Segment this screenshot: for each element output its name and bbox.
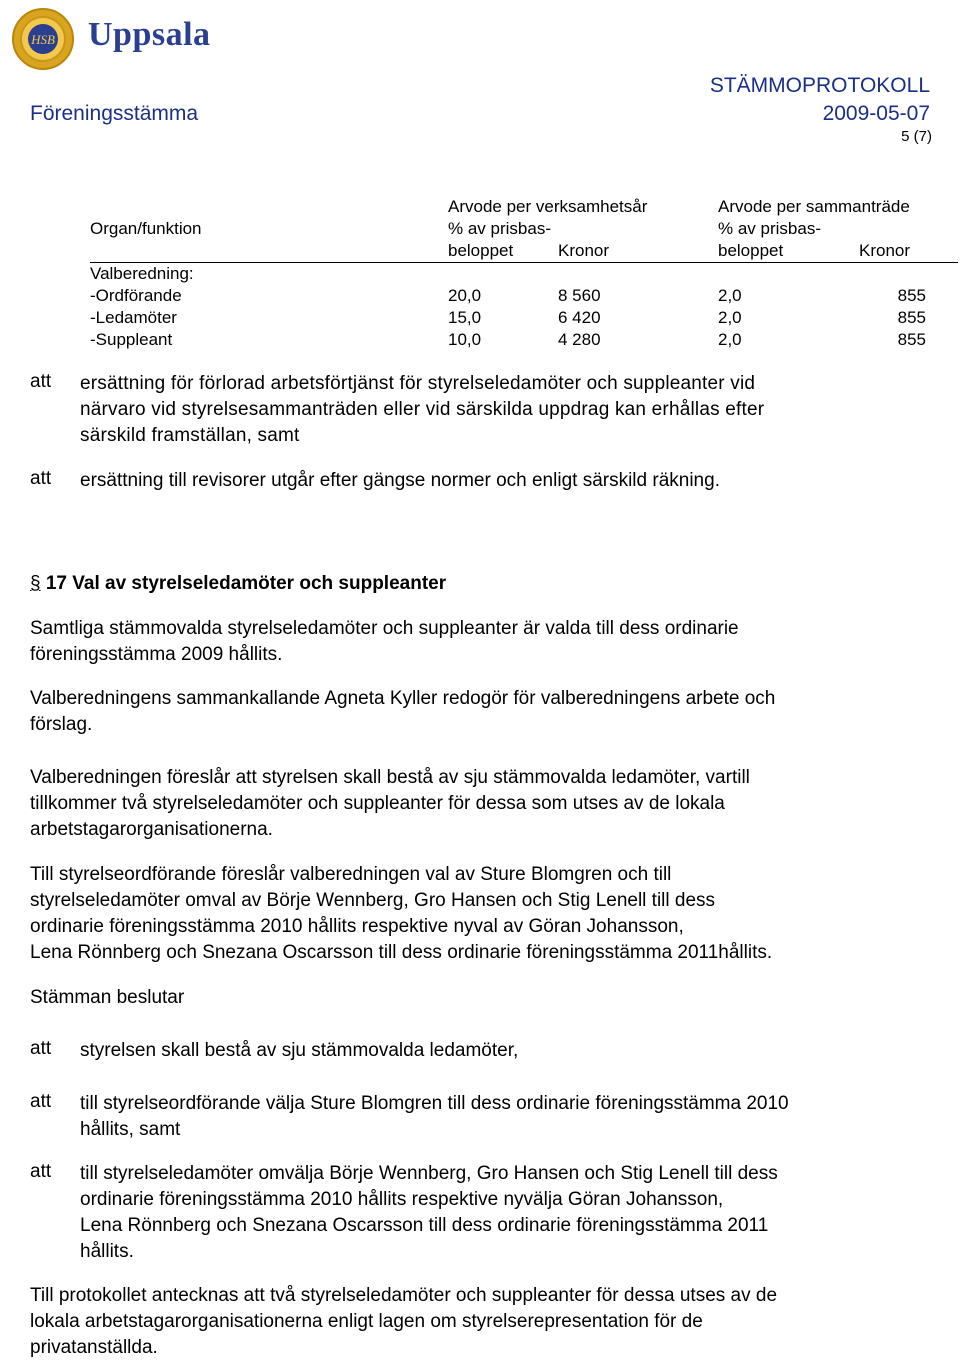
decision-2 <box>80 1091 789 1143</box>
row-kr-meet: 855 <box>897 286 926 305</box>
group1-kronor: Kronor <box>558 240 648 263</box>
text-line: styrelseledamöter omval av Börje Wennberg, Gro Hansen och Stig Lenell till dess <box>30 890 716 911</box>
paragraph-4 <box>30 862 772 966</box>
doc-type: STÄMMOPROTOKOLL <box>709 74 930 97</box>
text-line: Valberedningens sammankallande Agneta Kyller redogör för valberedningens arbete och <box>30 688 776 709</box>
hsb-emblem-icon <box>10 6 76 72</box>
row-kr-meet: 855 <box>897 330 926 349</box>
group1-base: beloppet <box>448 240 558 263</box>
row-name: -Suppleant <box>90 330 173 349</box>
compensation-item-2: ersättning till revisorer utgår efter gängse normer och enligt särskild räkning. <box>80 470 720 491</box>
row-pct-meet: 2,0 <box>718 286 742 305</box>
final-paragraph <box>30 1283 777 1361</box>
text-line: Till styrelseordförande föreslår valberedningen val av Sture Blomgren och till <box>30 864 672 885</box>
section-heading-text: 17 Val av styrelseledamöter och suppleanter <box>45 573 447 594</box>
decision-1: styrelsen skall bestå av sju stämmovalda ledamöter, <box>80 1040 519 1061</box>
text-line: ersättning för förlorad arbetsförtjänst för styrelseledamöter och suppleanter vid <box>80 373 756 394</box>
page-number: 5 (7) <box>901 128 932 145</box>
fee-table <box>90 196 958 351</box>
hsb-logo <box>10 6 210 70</box>
text-line: privatanställda. <box>30 1337 158 1358</box>
row-kr-year: 6 420 <box>558 308 601 327</box>
att-label: att <box>30 371 52 392</box>
meeting-title: Föreningsstämma <box>30 102 199 125</box>
group2-base: beloppet <box>718 240 843 263</box>
text-line: ordinarie föreningsstämma 2010 hållits respektive nyval av Göran Johansson, <box>30 916 684 937</box>
section-heading <box>30 573 446 595</box>
text-line: Samtliga stämmovalda styrelseledamöter och suppleanter är valda till dess ordinarie <box>30 618 739 639</box>
meeting-date: 2009-05-07 <box>822 102 930 125</box>
paragraph-sign: § <box>30 573 41 594</box>
text-line: ordinarie föreningsstämma 2010 hållits respektive nyvälja Göran Johansson, <box>80 1189 724 1210</box>
text-line: förslag. <box>30 714 93 735</box>
text-line: lokala arbetstagarorganisationerna enligt lagen om styrelserepresentation för de <box>30 1311 703 1332</box>
col-organ: Organ/funktion <box>90 219 202 238</box>
text-line: föreningsstämma 2009 hållits. <box>30 644 283 665</box>
row-kr-year: 8 560 <box>558 286 601 305</box>
text-line: Till protokollet antecknas att två styrelseledamöter och suppleanter för dessa utses av de <box>30 1285 778 1306</box>
text-line: till styrelseordförande välja Sture Blomgren till dess ordinarie föreningsstämma 2010 <box>80 1093 789 1114</box>
text-line: arbetstagarorganisationerna. <box>30 819 273 840</box>
text-line: tillkommer två styrelseledamöter och suppleanter för dessa som utses av de lokala <box>30 793 725 814</box>
row-kr-year: 4 280 <box>558 330 601 349</box>
text-line: särskild framställan, samt <box>80 425 300 446</box>
text-line: närvaro vid styrelsesammanträden eller vid särskilda uppdrag kan erhållas efter <box>80 399 765 420</box>
row-pct-meet: 2,0 <box>718 330 742 349</box>
group2-title: Arvode per sammanträde <box>718 197 910 216</box>
group2-sub: % av prisbas- <box>718 219 821 238</box>
att-label: att <box>30 468 52 489</box>
row-name: -Ledamöter <box>90 308 177 327</box>
text-line: hållits, samt <box>80 1119 181 1140</box>
paragraph-3 <box>30 765 750 843</box>
compensation-item-1 <box>80 371 764 449</box>
paragraph-1 <box>30 616 739 668</box>
text-line: Lena Rönnberg och Snezana Oscarsson till dess ordinarie föreningsstämma 2011 <box>80 1215 769 1236</box>
text-line: hållits. <box>80 1241 134 1262</box>
row-pct-meet: 2,0 <box>718 308 742 327</box>
row-pct-year: 10,0 <box>448 330 482 349</box>
text-line: Valberedningen föreslår att styrelsen skall bestå av sju stämmovalda ledamöter, vartill <box>30 767 750 788</box>
table-row <box>90 307 958 329</box>
decision-3 <box>80 1161 778 1265</box>
group2-kronor: Kronor <box>843 240 958 263</box>
table-section: Valberedning: <box>90 264 194 283</box>
logo-monogram: HSB <box>31 32 55 47</box>
group1-title: Arvode per verksamhetsår <box>448 197 648 216</box>
row-kr-meet: 855 <box>897 308 926 327</box>
row-pct-year: 20,0 <box>448 286 482 305</box>
paragraph-2 <box>30 686 775 738</box>
brand-name: Uppsala <box>88 16 211 53</box>
row-name: -Ordförande <box>90 286 182 305</box>
att-label: att <box>30 1038 52 1059</box>
table-row <box>90 285 958 307</box>
group1-sub: % av prisbas- <box>448 219 551 238</box>
text-line: Lena Rönnberg och Snezana Oscarsson till dess ordinarie föreningsstämma 2011hållits. <box>30 942 773 963</box>
text-line: till styrelseledamöter omvälja Börje Wennberg, Gro Hansen och Stig Lenell till dess <box>80 1163 778 1184</box>
att-label: att <box>30 1091 52 1112</box>
table-row <box>90 329 958 351</box>
att-label: att <box>30 1161 52 1182</box>
row-pct-year: 15,0 <box>448 308 482 327</box>
decision-intro: Stämman beslutar <box>30 987 185 1008</box>
